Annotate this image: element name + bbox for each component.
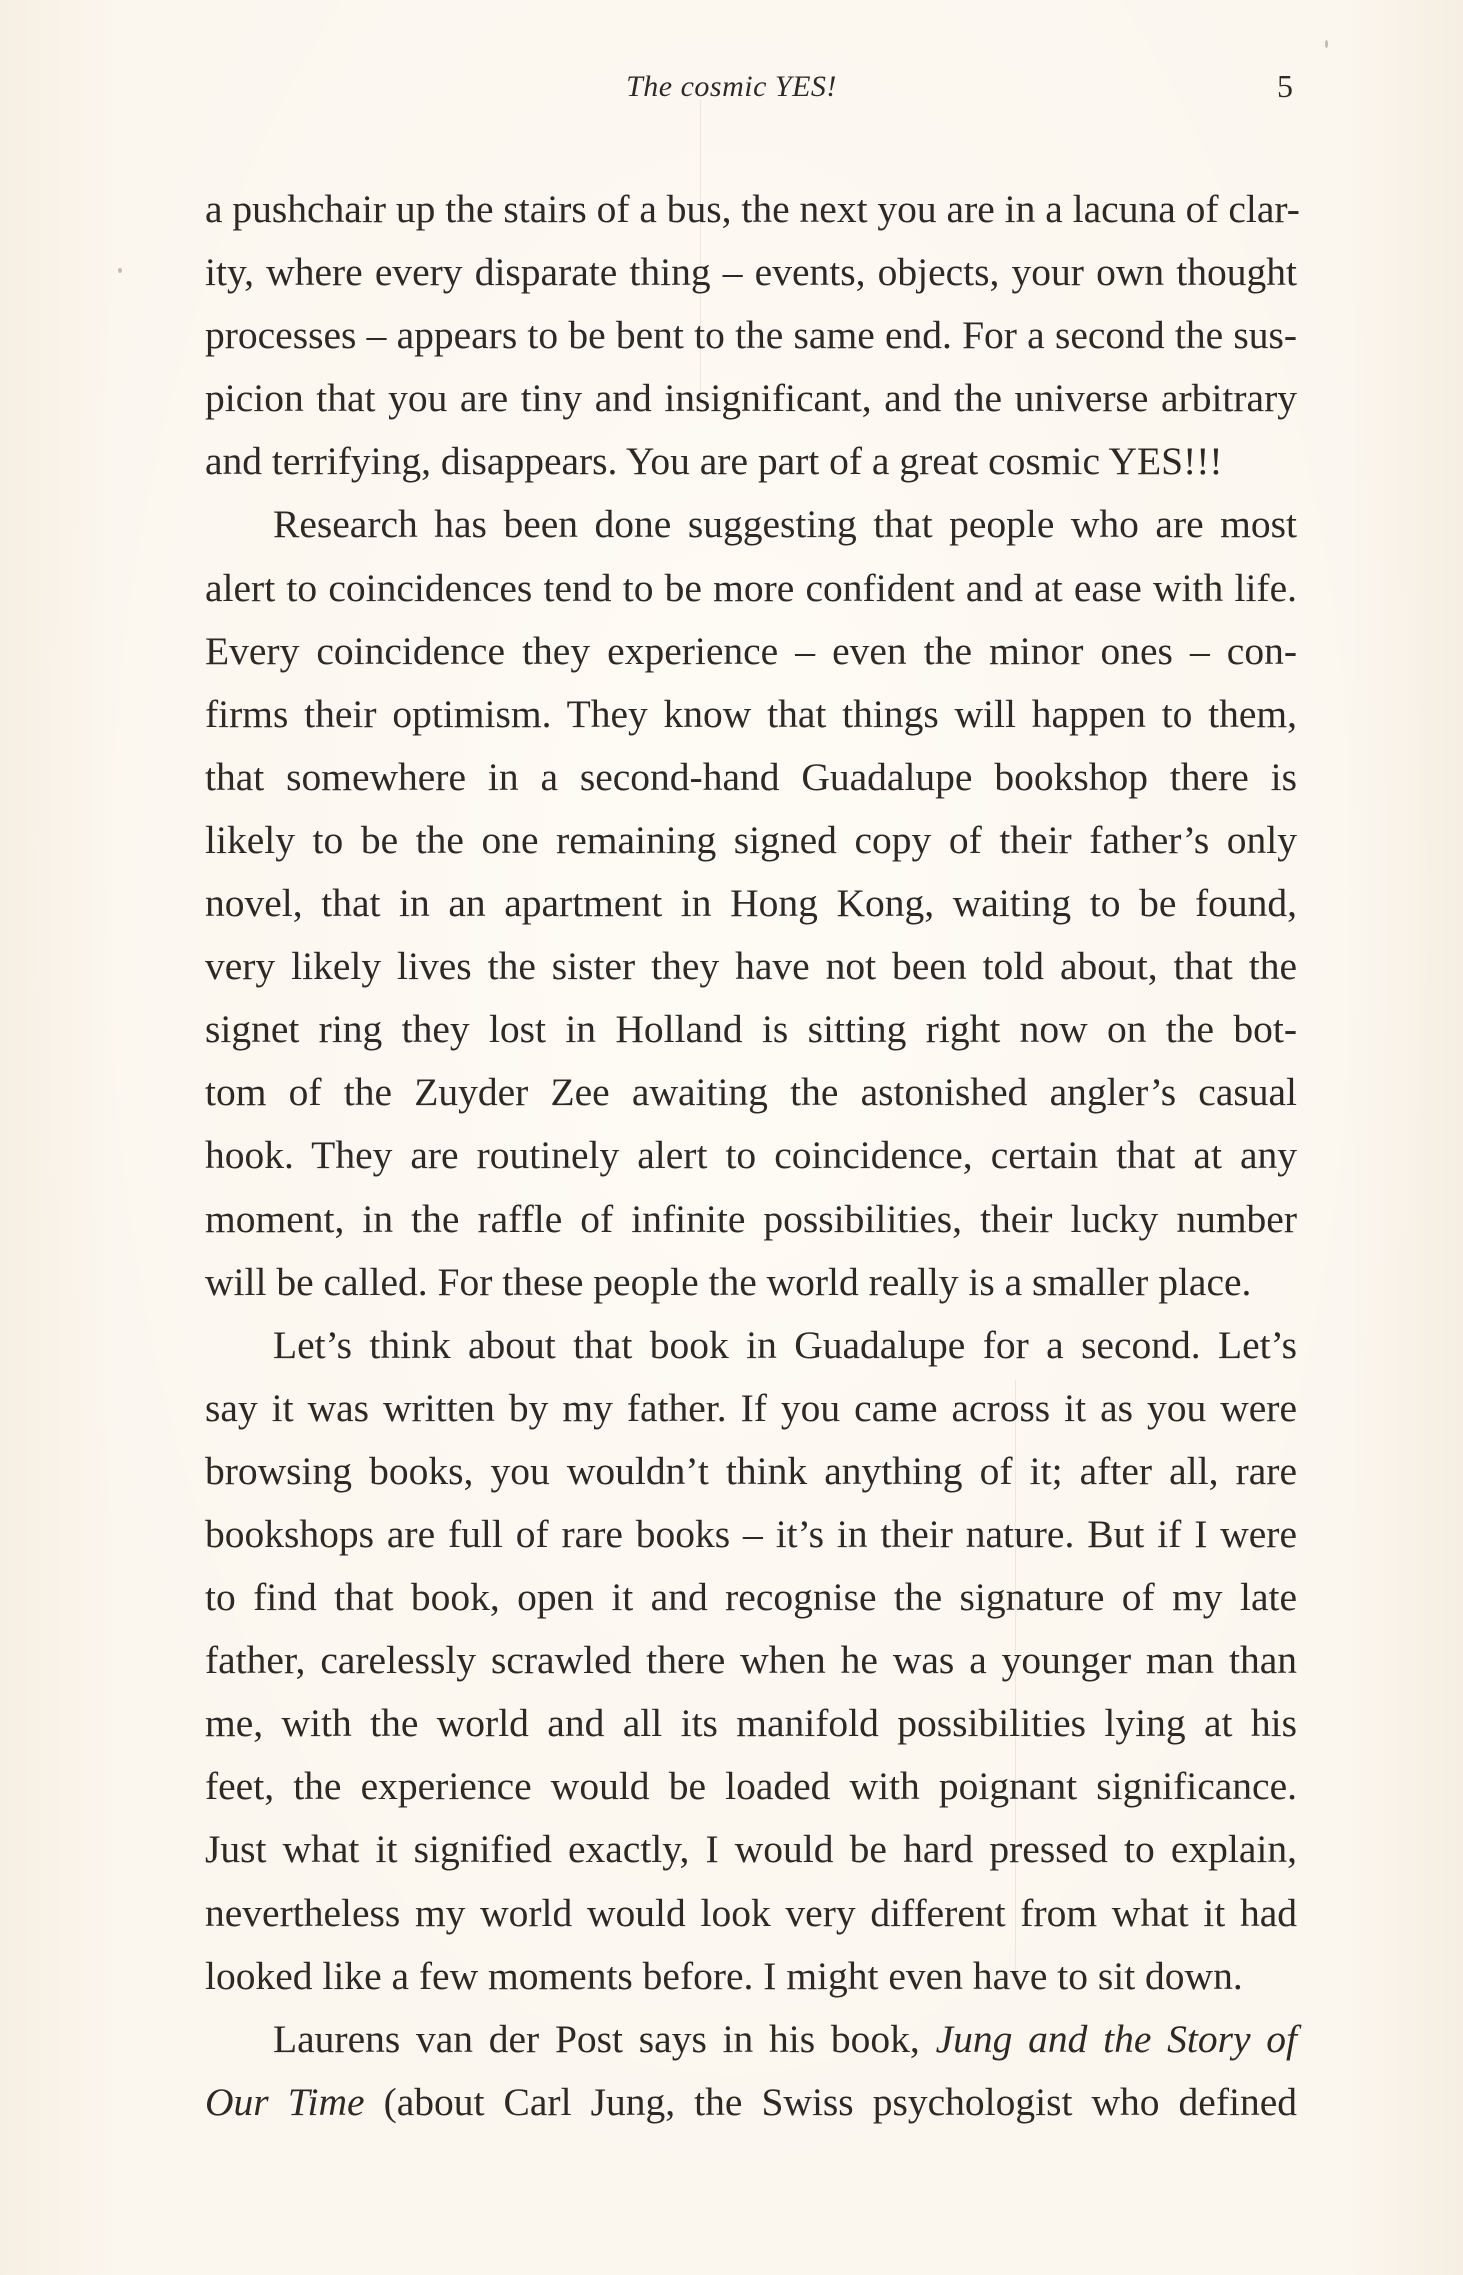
running-title: The cosmic YES! — [626, 70, 837, 103]
text-line: processes – appears to be bent to the same end. For a second the sus- — [205, 313, 1297, 358]
text-line: firms their optimism. They know that things will happen to them, — [205, 691, 1297, 736]
book-title-italic: Our Time — [205, 2079, 365, 2124]
paragraph-start-line — [205, 2008, 1297, 2071]
body-text — [205, 178, 1300, 2134]
text-segment: Laurens van der Post says in his book, — [273, 2016, 920, 2061]
text-line: signet ring they lost in Holland is sitting right now on the bot- — [205, 1007, 1297, 1052]
text-line: say it was written by my father. If you came across it as you were — [205, 1385, 1297, 1430]
text-line: hook. They are routinely alert to coincidence, certain that at any — [205, 1133, 1297, 1178]
paragraph-start-line: Let’s think about that book in Guadalupe for a second. Let’s — [273, 1322, 1297, 1367]
text-line: moment, in the raffle of infinite possibilities, their lucky number — [205, 1196, 1297, 1241]
text-line: father, carelessly scrawled there when he was a younger man than — [205, 1638, 1297, 1683]
text-line: me, with the world and all its manifold possibilities lying at his — [205, 1701, 1297, 1746]
paper-speck — [118, 268, 122, 273]
text-line: browsing books, you wouldn’t think anything of it; after all, rare — [205, 1448, 1297, 1493]
text-line: alert to coincidences tend to be more confident and at ease with life. — [205, 565, 1297, 610]
page-number: 5 — [1277, 68, 1293, 104]
text-line: tom of the Zuyder Zee awaiting the astonished angler’s casual — [205, 1070, 1297, 1115]
text-line: looked like a few moments before. I might even have to sit down. — [205, 1953, 1243, 1998]
text-line: Just what it signified exactly, I would be hard pressed to explain, — [205, 1827, 1297, 1872]
text-line: novel, that in an apartment in Hong Kong, waiting to be found, — [205, 881, 1297, 926]
text-line: very likely lives the sister they have not been told about, that the — [205, 944, 1297, 989]
paper-speck — [1325, 40, 1328, 48]
text-line: picion that you are tiny and insignificant, and the universe arbitrary — [205, 376, 1297, 421]
paragraph-start-line: Research has been done suggesting that people who are most — [273, 502, 1297, 547]
text-line: and terrifying, disappears. You are part of a great cosmic YES!!! — [205, 439, 1223, 484]
text-line: will be called. For these people the world really is a smaller place. — [205, 1259, 1252, 1304]
text-line: bookshops are full of rare books – it’s in their nature. But if I were — [205, 1511, 1297, 1556]
text-line: feet, the experience would be loaded with poignant significance. — [205, 1764, 1297, 1809]
text-segment: (about Carl Jung, the Swiss psychologist who defined — [364, 2079, 1297, 2124]
text-line — [205, 2071, 1297, 2134]
text-line: Every coincidence they experience – even the minor ones – con- — [205, 628, 1297, 673]
text-line: nevertheless my world would look very different from what it had — [205, 1890, 1297, 1935]
text-line: that somewhere in a second-hand Guadalupe bookshop there is — [205, 754, 1297, 799]
text-line: ity, where every disparate thing – events, objects, your own thought — [205, 250, 1297, 295]
text-line: likely to be the one remaining signed copy of their father’s only — [205, 817, 1297, 862]
running-head — [0, 66, 1463, 116]
text-line: to find that book, open it and recognise the signature of my late — [205, 1575, 1297, 1620]
text-line: a pushchair up the stairs of a bus, the next you are in a lacuna of clar- — [205, 187, 1300, 231]
book-title-italic: Jung and the Story of — [935, 2016, 1297, 2061]
